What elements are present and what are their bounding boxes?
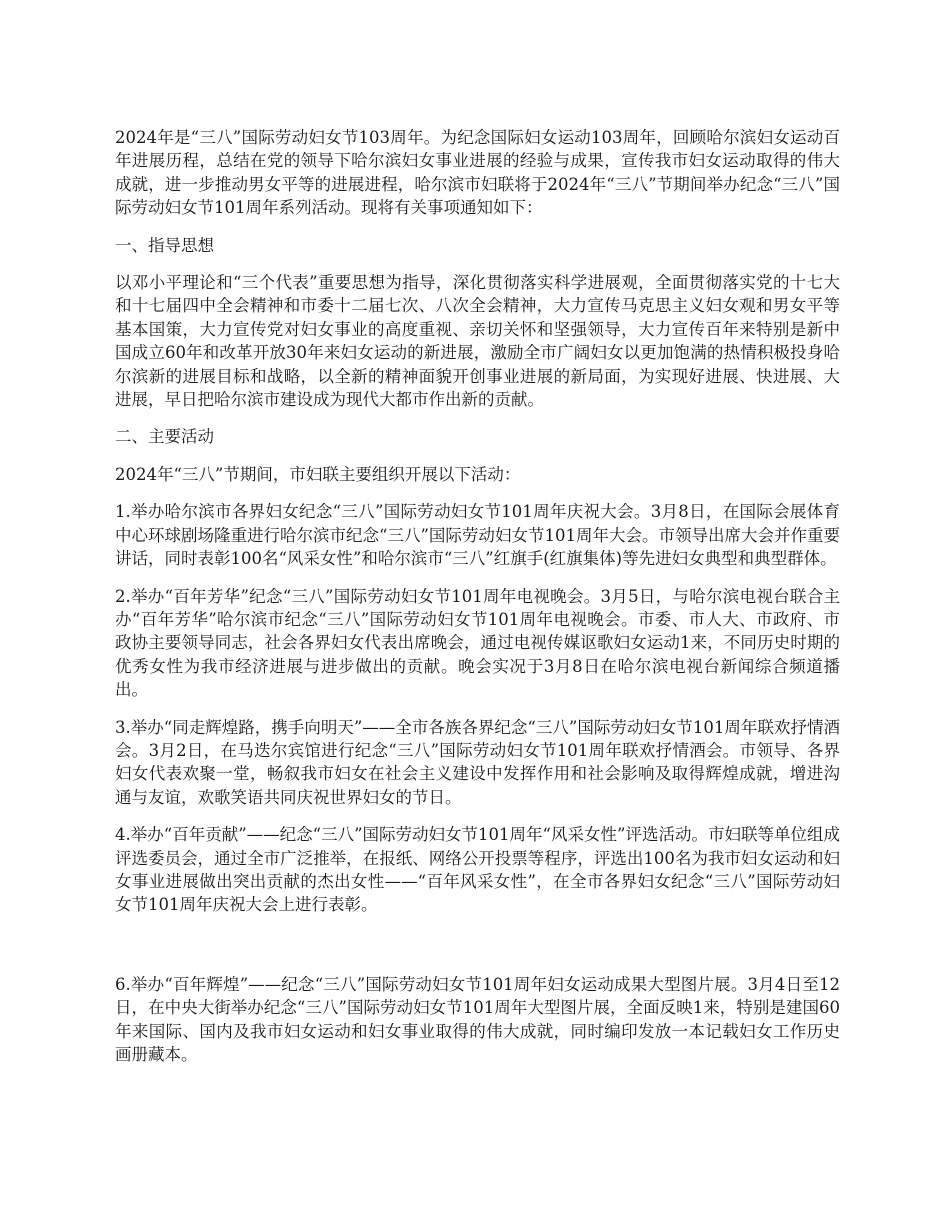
document-body	[115, 126, 840, 1080]
activity-item-2: 2.举办“百年芳华”纪念“三八”国际劳动妇女节101周年电视晚会。3月5日，与哈尔滨电视台联合主办“百年芳华”哈尔滨市纪念“三八”国际劳动妇女节101周年电视晚会。市委、市人大、市政府、市政协主要领导同志，社会各界妇女代表出席晚会，通过电视传媒讴歌妇女运动1来，不同历史时期的优秀女性为我市经济进展与进步做出的贡献。晚会实况于3月8日在哈尔滨电视台新闻综合频道播出。	[115, 586, 840, 700]
activity-item-3: 3.举办“同走辉煌路，携手向明天”——全市各族各界纪念“三八”国际劳动妇女节101周年联欢抒情酒会。3月2日，在马迭尔宾馆进行纪念“三八”国际劳动妇女节101周年联欢抒情酒会。市领导、各界妇女代表欢聚一堂，畅叙我市妇女在社会主义建设中发挥作用和社会影响及取得辉煌成就，增进沟通与友谊，欢歌笑语共同庆祝世界妇女的节日。	[115, 717, 840, 807]
guiding-ideology-paragraph: 以邓小平理论和“三个代表”重要思想为指导，深化贯彻落实科学进展观，全面贯彻落实党的十七大和十七届四中全会精神和市委十二届七次、八次全会精神，大力宣传马克思主义妇女观和男女平等基本国策，大力宣传党对妇女事业的高度重视、亲切关怀和坚强领导，大力宣传百年来特别是新中国成立60年和改革开放30年来妇女运动的新进展，激励全市广阔妇女以更加饱满的热情积极投身哈尔滨新的进展目标和战略，以全新的精神面貌开创事业进展的新局面，为实现好进展、快进展、大进展，早日把哈尔滨市建设成为现代大都市作出新的贡献。	[115, 273, 840, 410]
activity-item-6: 6.举办“百年辉煌”——纪念“三八”国际劳动妇女节101周年妇女运动成果大型图片展。3月4日至12日，在中央大街举办纪念“三八”国际劳动妇女节101周年大型图片展，全面反映1来，特别是建国60年来国际、国内及我市妇女运动和妇女事业取得的伟大成就，同时编印发放一本记载妇女工作历史画册藏本。	[115, 974, 840, 1064]
section-heading-guiding-ideology: 一、指导思想	[115, 235, 214, 255]
section-heading-main-activities: 二、主要活动	[115, 427, 214, 447]
blank-gap	[115, 931, 840, 973]
activities-intro-paragraph: 2024年“三八”节期间，市妇联主要组织开展以下活动：	[115, 464, 521, 484]
intro-paragraph: 2024年是“三八”国际劳动妇女节103周年。为纪念国际妇女运动103周年，回顾哈尔滨妇女运动百年进展历程，总结在党的领导下哈尔滨妇女事业进展的经验与成果，宣传我市妇女运动取得的伟大成就，进一步推动男女平等的进展进程，哈尔滨市妇联将于2024年“三八”节期间举办纪念“三八”国际劳动妇女节101周年系列活动。现将有关事项通知如下：	[115, 128, 840, 218]
activity-item-1: 1.举办哈尔滨市各界妇女纪念“三八”国际劳动妇女节101周年庆祝大会。3月8日，在国际会展体育中心环球剧场隆重进行哈尔滨市纪念“三八”国际劳动妇女节101周年大会。市领导出席大会并作重要讲话，同时表彰100名“风采女性”和哈尔滨市“三八”红旗手(红旗集体)等先进妇女典型和典型群体。	[115, 502, 840, 569]
activity-item-4: 4.举办“百年贡献”——纪念“三八”国际劳动妇女节101周年“风采女性”评选活动。市妇联等单位组成评选委员会，通过全市广泛推举，在报纸、网络公开投票等程序，评选出100名为我市妇女运动和妇女事业进展做出突出贡献的杰出女性——“百年风采女性”，在全市各界妇女纪念“三八”国际劳动妇女节101周年庆祝大会上进行表彰。	[115, 825, 840, 915]
